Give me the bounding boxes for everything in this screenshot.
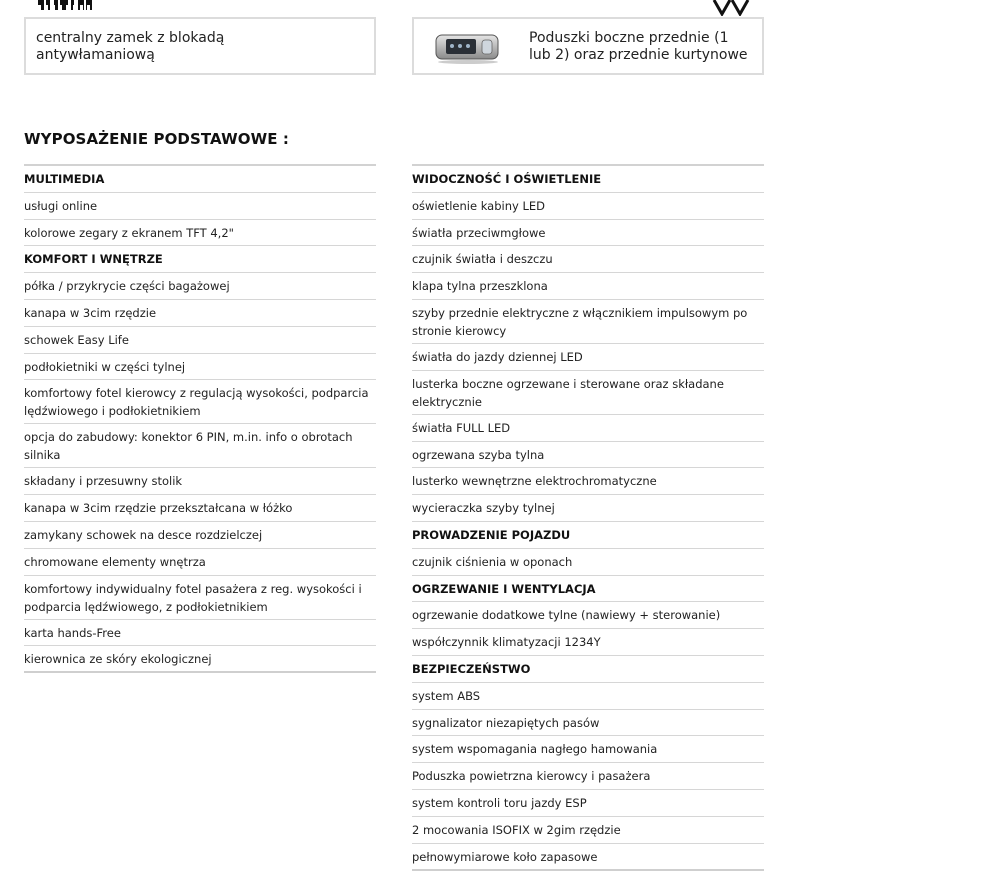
- list-item: opcja do zabudowy: konektor 6 PIN, m.in. info o obrotach silnika: [24, 424, 376, 468]
- equipment-list-left: [24, 166, 376, 673]
- category-heading: WIDOCZNOŚĆ I OŚWIETLENIE: [412, 166, 764, 193]
- section-title: WYPOSAŻENIE PODSTAWOWE :: [24, 130, 290, 148]
- equipment-list-right: [412, 166, 764, 871]
- list-item: oświetlenie kabiny LED: [412, 193, 764, 220]
- qr-code-icon: [38, 0, 92, 10]
- list-item: system wspomagania nagłego hamowania: [412, 736, 764, 763]
- list-item: lusterka boczne ogrzewane i sterowane oraz składane elektrycznie: [412, 371, 764, 415]
- list-item: czujnik światła i deszczu: [412, 246, 764, 273]
- list-item: światła FULL LED: [412, 415, 764, 442]
- list-item: zamykany schowek na desce rozdzielczej: [24, 522, 376, 549]
- list-item: światła do jazdy dziennej LED: [412, 344, 764, 371]
- list-item: schowek Easy Life: [24, 327, 376, 354]
- list-item: półka / przykrycie części bagażowej: [24, 273, 376, 300]
- list-item: szyby przednie elektryczne z włącznikiem impulsowym po stronie kierowcy: [412, 300, 764, 344]
- list-item: chromowane elementy wnętrza: [24, 549, 376, 576]
- category-heading: OGRZEWANIE I WENTYLACJA: [412, 576, 764, 603]
- feature-card-central-lock: [24, 17, 376, 75]
- list-item: usługi online: [24, 193, 376, 220]
- list-item: ogrzewana szyba tylna: [412, 442, 764, 469]
- list-item: kanapa w 3cim rzędzie: [24, 300, 376, 327]
- list-item: kolorowe zegary z ekranem TFT 4,2": [24, 220, 376, 247]
- list-item: komfortowy indywidualny fotel pasażera z reg. wysokości i podparcia lędźwiowego, z podłokietnikiem: [24, 576, 376, 620]
- list-item: kierownica ze skóry ekologicznej: [24, 646, 376, 673]
- feature-card-text: centralny zamek z blokadą antywłamaniową: [36, 30, 225, 63]
- list-item: czujnik ciśnienia w oponach: [412, 549, 764, 576]
- list-item: światła przeciwmgłowe: [412, 220, 764, 247]
- feature-card-airbags: [412, 17, 764, 75]
- list-item: pełnowymiarowe koło zapasowe: [412, 844, 764, 871]
- category-heading: MULTIMEDIA: [24, 166, 376, 193]
- list-item: podłokietniki w części tylnej: [24, 354, 376, 381]
- key-card-image: [432, 29, 504, 65]
- category-heading: KOMFORT I WNĘTRZE: [24, 246, 376, 273]
- list-item: klapa tylna przeszklona: [412, 273, 764, 300]
- brand-logo-icon: [712, 0, 750, 16]
- category-heading: BEZPIECZEŃSTWO: [412, 656, 764, 683]
- list-item: sygnalizator niezapiętych pasów: [412, 710, 764, 737]
- category-heading: PROWADZENIE POJAZDU: [412, 522, 764, 549]
- list-item: system kontroli toru jazdy ESP: [412, 790, 764, 817]
- list-item: 2 mocowania ISOFIX w 2gim rzędzie: [412, 817, 764, 844]
- list-item: składany i przesuwny stolik: [24, 468, 376, 495]
- list-item: współczynnik klimatyzacji 1234Y: [412, 629, 764, 656]
- list-item: wycieraczka szyby tylnej: [412, 495, 764, 522]
- list-item: lusterko wewnętrzne elektrochromatyczne: [412, 468, 764, 495]
- list-item: ogrzewanie dodatkowe tylne (nawiewy + sterowanie): [412, 602, 764, 629]
- feature-card-text: Poduszki boczne przednie (1 lub 2) oraz przednie kurtynowe: [529, 30, 748, 63]
- list-item: komfortowy fotel kierowcy z regulacją wysokości, podparcia lędźwiowego i podłokietnikiem: [24, 380, 376, 424]
- list-item: karta hands-Free: [24, 620, 376, 647]
- list-item: Poduszka powietrzna kierowcy i pasażera: [412, 763, 764, 790]
- list-item: kanapa w 3cim rzędzie przekształcana w łóżko: [24, 495, 376, 522]
- list-item: system ABS: [412, 683, 764, 710]
